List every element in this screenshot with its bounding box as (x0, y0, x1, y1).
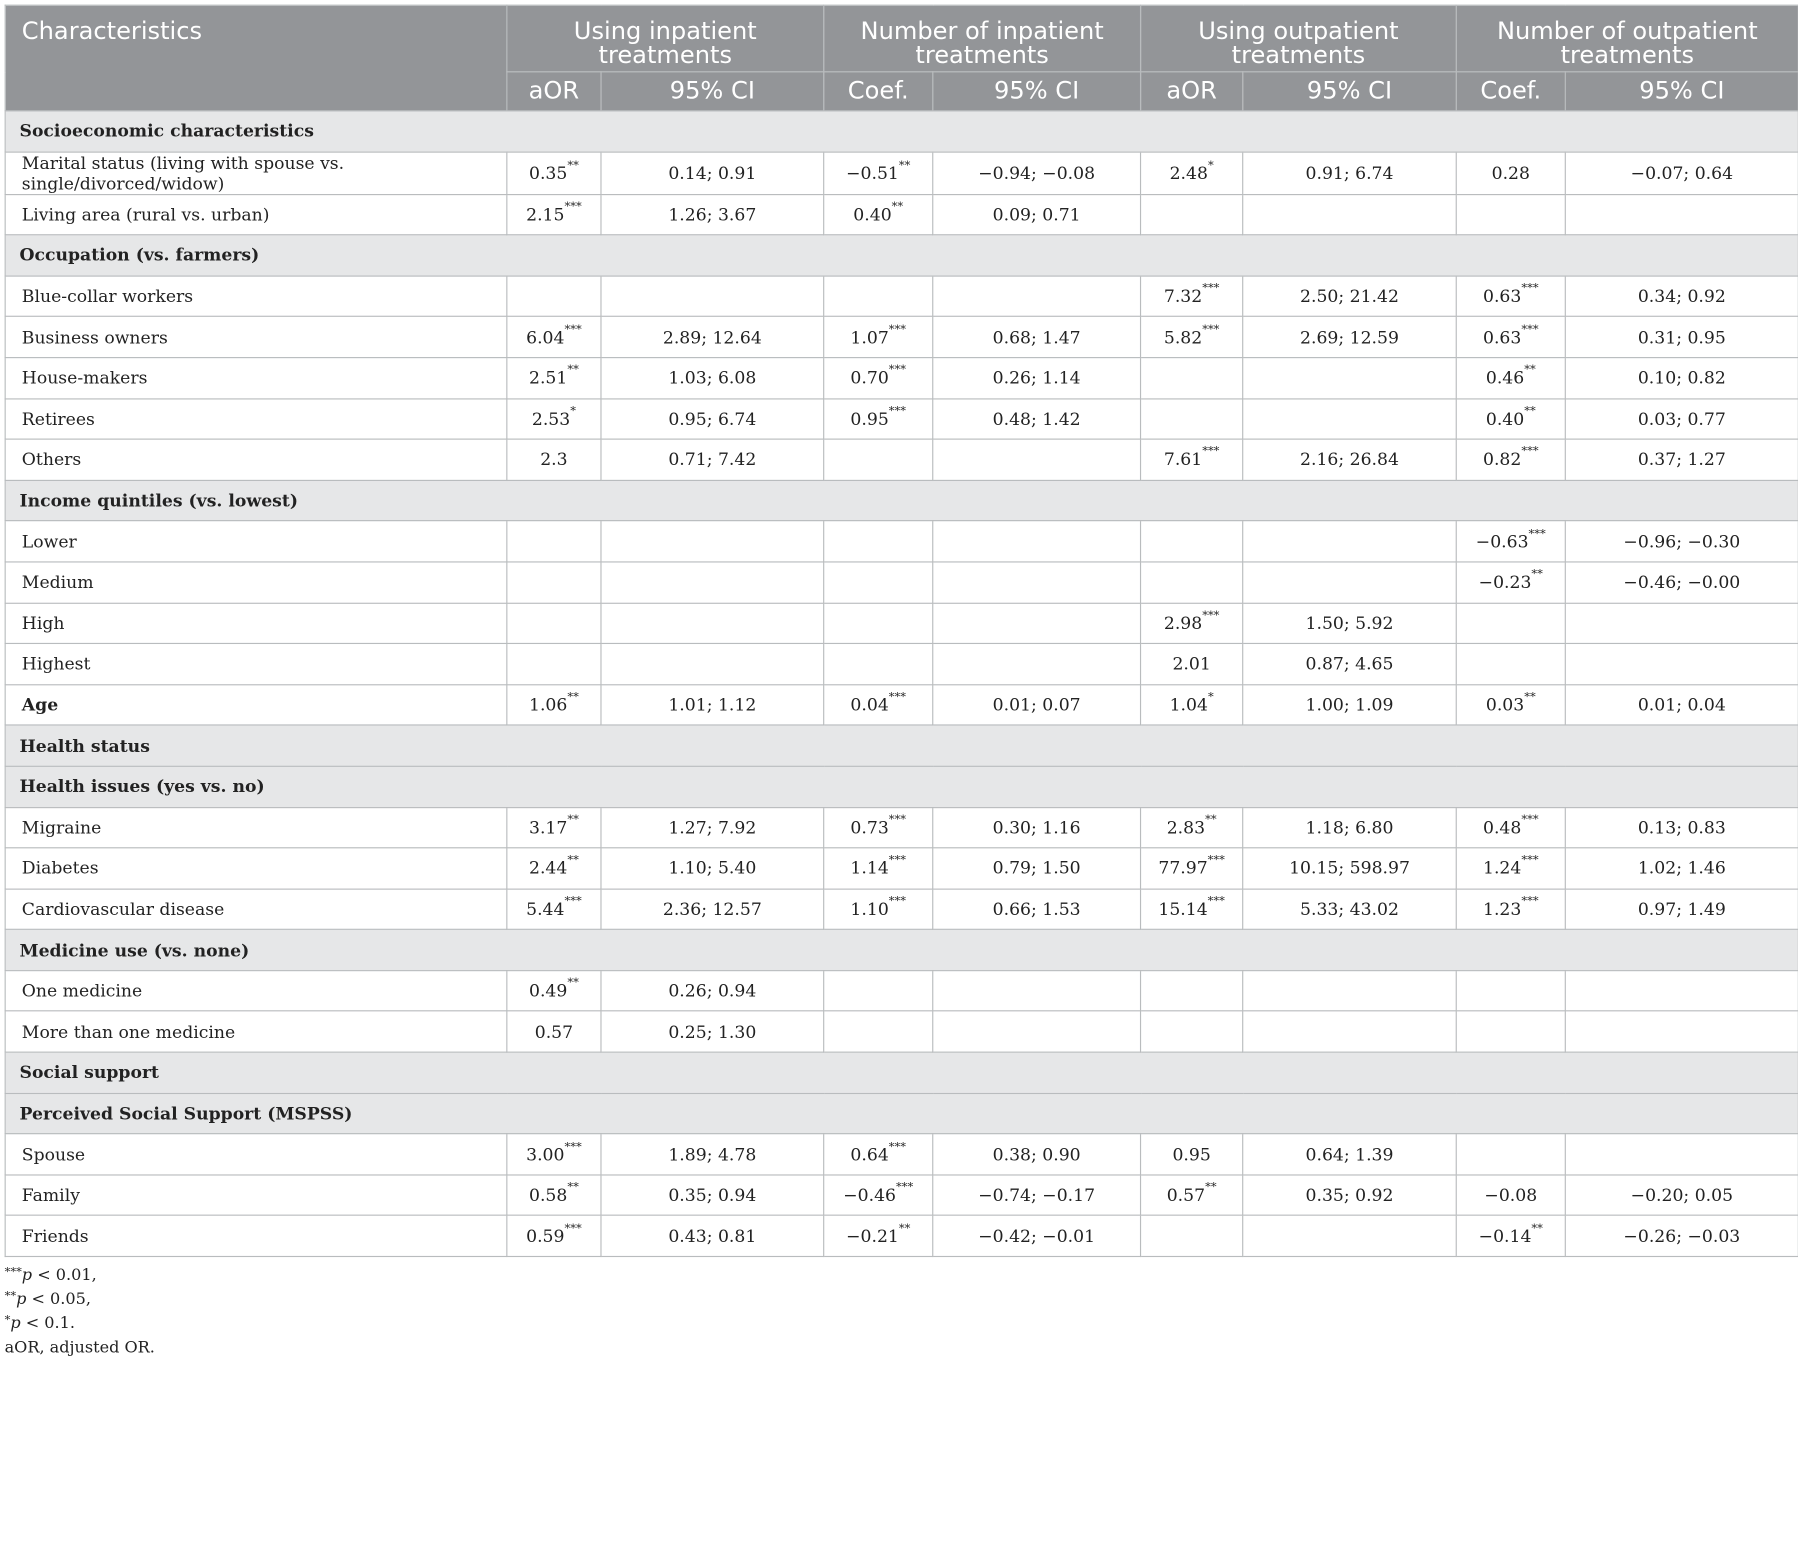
table-cell: 0.04*** (824, 684, 933, 725)
table-cell (933, 1011, 1141, 1052)
table-cell: −0.96; −0.30 (1565, 521, 1798, 562)
table-cell: 0.71; 7.42 (601, 439, 824, 480)
footnote (5, 1264, 155, 1288)
table-cell (1456, 644, 1565, 685)
table-cell: 0.35** (507, 152, 601, 194)
row-label: Diabetes (5, 848, 507, 889)
table-cell (933, 276, 1141, 317)
section-row (5, 1052, 1798, 1093)
table-cell (1243, 398, 1457, 439)
section-row (5, 111, 1798, 152)
row-label: Age (5, 684, 507, 725)
table-cell: −0.46; −0.00 (1565, 562, 1798, 603)
table-cell (507, 603, 601, 644)
table-cell (824, 521, 933, 562)
table-cell (1243, 194, 1457, 235)
table-cell (933, 644, 1141, 685)
table-cell (601, 603, 824, 644)
table-cell: 1.02; 1.46 (1565, 848, 1798, 889)
table-cell: 0.57** (1141, 1175, 1243, 1216)
table-cell (601, 276, 824, 317)
table-row (5, 439, 1798, 480)
row-label: Spouse (5, 1134, 507, 1175)
row-label: Others (5, 439, 507, 480)
footnote-text: p < 0.05, (16, 1290, 91, 1309)
table-cell: 10.15; 598.97 (1243, 848, 1457, 889)
table-cell: 0.26; 0.94 (601, 970, 824, 1011)
table-footnotes (5, 1264, 155, 1360)
table-cell: 0.57 (507, 1011, 601, 1052)
table-cell (1565, 1011, 1798, 1052)
subheader-cell: Coef. (1456, 72, 1565, 111)
table-cell: 1.27; 7.92 (601, 807, 824, 848)
table-cell (824, 439, 933, 480)
footnote (5, 1288, 155, 1312)
table-cell (933, 970, 1141, 1011)
table-cell: 1.89; 4.78 (601, 1134, 824, 1175)
row-label: Family (5, 1175, 507, 1216)
table-cell: 0.43; 0.81 (601, 1216, 824, 1257)
table-cell: 2.53* (507, 398, 601, 439)
table-cell: −0.63*** (1456, 521, 1565, 562)
row-label: Marital status (living with spouse vs. single/divorced/widow) (5, 152, 507, 194)
table-cell (601, 562, 824, 603)
subheader-cell: aOR (1141, 72, 1243, 111)
section-label: Social support (5, 1052, 1798, 1093)
subheader-cell: 95% CI (601, 72, 824, 111)
table-cell: 0.35; 0.94 (601, 1175, 824, 1216)
table-cell: 3.17** (507, 807, 601, 848)
table-row (5, 1216, 1798, 1257)
section-row (5, 480, 1798, 521)
table-cell: 0.13; 0.83 (1565, 807, 1798, 848)
table-cell: 0.38; 0.90 (933, 1134, 1141, 1175)
table-cell: 0.03** (1456, 684, 1565, 725)
table-cell: 0.25; 1.30 (601, 1011, 824, 1052)
table-cell: 0.31; 0.95 (1565, 317, 1798, 358)
table-row (5, 1134, 1798, 1175)
section-row (5, 725, 1798, 766)
table-cell (1141, 358, 1243, 399)
table-cell: 1.04* (1141, 684, 1243, 725)
table-cell (1456, 970, 1565, 1011)
row-label: Retirees (5, 398, 507, 439)
table-cell: 0.01; 0.04 (1565, 684, 1798, 725)
subheader-cell: 95% CI (1243, 72, 1457, 111)
table-cell: −0.23** (1456, 562, 1565, 603)
table-cell: 5.82*** (1141, 317, 1243, 358)
table-cell: 0.68; 1.47 (933, 317, 1141, 358)
table-cell: 0.63*** (1456, 317, 1565, 358)
table-cell: 0.82*** (1456, 439, 1565, 480)
table-cell: 1.03; 6.08 (601, 358, 824, 399)
table-cell: 0.26; 1.14 (933, 358, 1141, 399)
table-row (5, 521, 1798, 562)
table-cell: 2.89; 12.64 (601, 317, 824, 358)
table-row (5, 970, 1798, 1011)
row-label: Highest (5, 644, 507, 685)
section-label: Health issues (yes vs. no) (5, 766, 1798, 807)
table-cell: 0.79; 1.50 (933, 848, 1141, 889)
footnote-text: p < 0.1. (10, 1314, 75, 1333)
table-cell: 0.46** (1456, 358, 1565, 399)
table-cell: 1.50; 5.92 (1243, 603, 1457, 644)
table-cell: −0.26; −0.03 (1565, 1216, 1798, 1257)
table-cell: 2.69; 12.59 (1243, 317, 1457, 358)
footnote-stars: *** (4, 1266, 22, 1279)
table-cell: 1.14*** (824, 848, 933, 889)
row-label: More than one medicine (5, 1011, 507, 1052)
table-cell (824, 1011, 933, 1052)
table-row (5, 398, 1798, 439)
table-cell: 0.70*** (824, 358, 933, 399)
table-cell (1456, 1134, 1565, 1175)
table-row (5, 276, 1798, 317)
table-cell (1243, 358, 1457, 399)
header-row-groups (5, 5, 1798, 72)
table-cell (1243, 970, 1457, 1011)
table-cell: 0.30; 1.16 (933, 807, 1141, 848)
table-cell (1141, 194, 1243, 235)
subheader-cell: 95% CI (1565, 72, 1798, 111)
table-cell: 1.10; 5.40 (601, 848, 824, 889)
table-body (5, 111, 1798, 1257)
table-row (5, 889, 1798, 930)
row-label: One medicine (5, 970, 507, 1011)
table-cell (824, 276, 933, 317)
table-cell (1141, 1011, 1243, 1052)
table-cell: 1.00; 1.09 (1243, 684, 1457, 725)
table-cell: −0.20; 0.05 (1565, 1175, 1798, 1216)
section-label: Perceived Social Support (MSPSS) (5, 1093, 1798, 1134)
table-cell: −0.21** (824, 1216, 933, 1257)
section-label: Income quintiles (vs. lowest) (5, 480, 1798, 521)
row-label: Lower (5, 521, 507, 562)
table-cell (1456, 194, 1565, 235)
table-cell: 0.37; 1.27 (1565, 439, 1798, 480)
table-cell (601, 521, 824, 562)
table-cell: 0.63*** (1456, 276, 1565, 317)
table-cell: −0.07; 0.64 (1565, 152, 1798, 194)
table-cell: 0.64; 1.39 (1243, 1134, 1457, 1175)
table-cell: 0.58** (507, 1175, 601, 1216)
table-cell: 0.35; 0.92 (1243, 1175, 1457, 1216)
table-cell (1141, 1216, 1243, 1257)
table-cell (933, 521, 1141, 562)
table-cell: 1.23*** (1456, 889, 1565, 930)
table-row (5, 603, 1798, 644)
table-cell (1565, 644, 1798, 685)
table-cell: 15.14*** (1141, 889, 1243, 930)
table-cell: 0.66; 1.53 (933, 889, 1141, 930)
table-cell: 3.00*** (507, 1134, 601, 1175)
section-row (5, 766, 1798, 807)
group-header-number-inpatient: Number of inpatient treatments (824, 5, 1141, 72)
table-cell: 1.06** (507, 684, 601, 725)
section-row (5, 235, 1798, 276)
table-cell (507, 644, 601, 685)
footnote-text: aOR, adjusted OR. (4, 1338, 155, 1357)
table-cell (1456, 1011, 1565, 1052)
table-cell: −0.08 (1456, 1175, 1565, 1216)
group-header-number-outpatient: Number of outpatient treatments (1456, 5, 1798, 72)
table-cell (1141, 970, 1243, 1011)
row-label: Living area (rural vs. urban) (5, 194, 507, 235)
table-cell: 0.28 (1456, 152, 1565, 194)
table-cell (1141, 398, 1243, 439)
footnote-text: p < 0.01, (21, 1266, 97, 1285)
table-cell: 2.3 (507, 439, 601, 480)
table-cell: 0.10; 0.82 (1565, 358, 1798, 399)
table-cell: 2.01 (1141, 644, 1243, 685)
table-cell: 2.51** (507, 358, 601, 399)
table-cell (933, 603, 1141, 644)
table-cell: 1.07*** (824, 317, 933, 358)
table-cell (1565, 603, 1798, 644)
table-cell: 2.36; 12.57 (601, 889, 824, 930)
footnote (5, 1336, 155, 1360)
table-row (5, 562, 1798, 603)
table-cell: 1.10*** (824, 889, 933, 930)
table-row (5, 317, 1798, 358)
group-header-using-inpatient: Using inpatient treatments (507, 5, 824, 72)
subheader-cell: 95% CI (933, 72, 1141, 111)
table-cell (601, 644, 824, 685)
row-label: Blue-collar workers (5, 276, 507, 317)
row-label: Migraine (5, 807, 507, 848)
row-label: Friends (5, 1216, 507, 1257)
table-cell: 2.83** (1141, 807, 1243, 848)
table-cell: −0.74; −0.17 (933, 1175, 1141, 1216)
table-cell: 2.48* (1141, 152, 1243, 194)
table-cell: 0.95*** (824, 398, 933, 439)
table-cell (507, 521, 601, 562)
table-cell: 0.34; 0.92 (1565, 276, 1798, 317)
table-cell: 7.32*** (1141, 276, 1243, 317)
results-table (5, 5, 1798, 1258)
table-cell (1141, 562, 1243, 603)
table-cell: 0.09; 0.71 (933, 194, 1141, 235)
table-cell: −0.51** (824, 152, 933, 194)
table-cell: 0.95 (1141, 1134, 1243, 1175)
table-cell (1565, 194, 1798, 235)
table-cell: −0.14** (1456, 1216, 1565, 1257)
table-cell: 2.98*** (1141, 603, 1243, 644)
row-label: Medium (5, 562, 507, 603)
table-row (5, 807, 1798, 848)
row-label: Business owners (5, 317, 507, 358)
table-cell: 0.03; 0.77 (1565, 398, 1798, 439)
footnote-stars: * (4, 1314, 11, 1328)
table-cell: 2.50; 21.42 (1243, 276, 1457, 317)
row-label: High (5, 603, 507, 644)
table-cell: 0.14; 0.91 (601, 152, 824, 194)
table-cell (933, 562, 1141, 603)
table-cell (507, 276, 601, 317)
table-cell: 2.16; 26.84 (1243, 439, 1457, 480)
table-cell (1141, 521, 1243, 562)
table-cell (824, 644, 933, 685)
table-cell: 1.18; 6.80 (1243, 807, 1457, 848)
table-cell: 0.64*** (824, 1134, 933, 1175)
table-cell (1456, 603, 1565, 644)
subheader-cell: Coef. (824, 72, 933, 111)
table-cell: 6.04*** (507, 317, 601, 358)
table-cell: 0.95; 6.74 (601, 398, 824, 439)
table-row (5, 644, 1798, 685)
table-cell: 77.97*** (1141, 848, 1243, 889)
table-row (5, 684, 1798, 725)
table-cell: −0.94; −0.08 (933, 152, 1141, 194)
table-cell (1243, 562, 1457, 603)
table-cell: 2.15*** (507, 194, 601, 235)
table-cell: 0.97; 1.49 (1565, 889, 1798, 930)
table-cell: −0.46*** (824, 1175, 933, 1216)
section-label: Socioeconomic characteristics (5, 111, 1798, 152)
table-cell: 1.26; 3.67 (601, 194, 824, 235)
table-row (5, 194, 1798, 235)
footnote (5, 1312, 155, 1336)
table-cell (824, 603, 933, 644)
table-row (5, 152, 1798, 194)
section-label: Health status (5, 725, 1798, 766)
table-cell: 0.01; 0.07 (933, 684, 1141, 725)
table-cell (1243, 521, 1457, 562)
table-row (5, 848, 1798, 889)
table-cell: 0.73*** (824, 807, 933, 848)
table-cell: 0.48; 1.42 (933, 398, 1141, 439)
table-cell: 0.87; 4.65 (1243, 644, 1457, 685)
table-cell: −0.42; −0.01 (933, 1216, 1141, 1257)
table-cell: 1.01; 1.12 (601, 684, 824, 725)
table-cell (1243, 1011, 1457, 1052)
table-cell: 0.40** (1456, 398, 1565, 439)
table-row (5, 1175, 1798, 1216)
table-cell: 0.59*** (507, 1216, 601, 1257)
table-cell (1565, 1134, 1798, 1175)
table-row (5, 1011, 1798, 1052)
section-row (5, 1093, 1798, 1134)
table-cell: 7.61*** (1141, 439, 1243, 480)
subheader-cell: aOR (507, 72, 601, 111)
section-label: Medicine use (vs. none) (5, 930, 1798, 971)
section-row (5, 930, 1798, 971)
table-cell: 1.24*** (1456, 848, 1565, 889)
table-cell (933, 439, 1141, 480)
table-cell (507, 562, 601, 603)
footnote-stars: ** (4, 1290, 17, 1303)
table-cell (1565, 970, 1798, 1011)
section-label: Occupation (vs. farmers) (5, 235, 1798, 276)
table-cell (824, 562, 933, 603)
characteristics-header: Characteristics (5, 5, 507, 111)
table-cell: 5.33; 43.02 (1243, 889, 1457, 930)
group-header-using-outpatient: Using outpatient treatments (1141, 5, 1457, 72)
row-label: House-makers (5, 358, 507, 399)
table-cell: 0.48*** (1456, 807, 1565, 848)
table-cell: 0.91; 6.74 (1243, 152, 1457, 194)
table-cell (1243, 1216, 1457, 1257)
table-cell: 5.44*** (507, 889, 601, 930)
table-cell: 0.40** (824, 194, 933, 235)
table-cell: 0.49** (507, 970, 601, 1011)
table-cell (824, 970, 933, 1011)
row-label: Cardiovascular disease (5, 889, 507, 930)
table-cell: 2.44** (507, 848, 601, 889)
table-row (5, 358, 1798, 399)
